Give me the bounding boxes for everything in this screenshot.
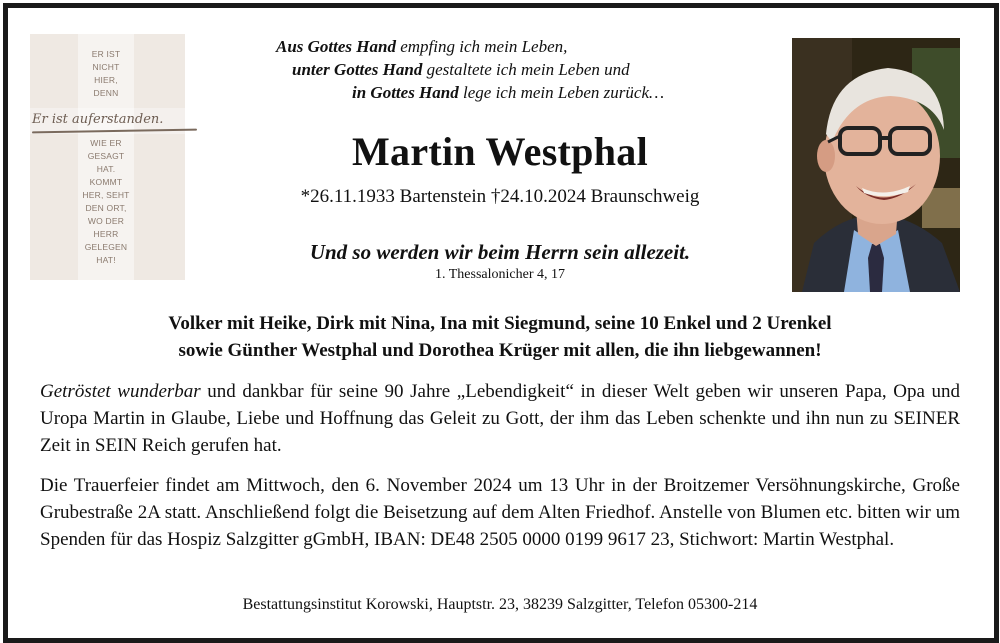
tribute-italic-start: Getröstet wunderbar <box>40 381 201 402</box>
family-names <box>40 310 960 364</box>
cross-word: HIER, <box>94 75 118 85</box>
family-line: sowie Günther Westphal und Dorothea Krüger mit allen, die ihn liebgewannen! <box>178 340 822 361</box>
motto-bold: in Gottes Hand <box>352 83 459 102</box>
motto-bold: unter Gottes Hand <box>292 60 423 79</box>
cross-words-top <box>82 48 130 100</box>
deceased-name: Martin Westphal <box>351 129 648 174</box>
cross-word: WIE ER <box>90 138 122 148</box>
cross-graphic <box>30 34 185 280</box>
cross-script-text: Er ist auferstanden. <box>32 112 164 127</box>
bible-verse: Und so werden wir beim Herrn sein allezeit. <box>309 240 691 264</box>
life-dates: *26.11.1933 Bartenstein †24.10.2024 Braunschweig <box>300 186 700 207</box>
cross-word: GELEGEN <box>84 242 128 252</box>
motto-line-2 <box>292 59 630 81</box>
family-line: Volker mit Heike, Dirk mit Nina, Ina mit Siegmund, seine 10 Enkel und 2 Urenkel <box>168 313 832 334</box>
tribute-text: und dankbar für seine 90 Jahre „Lebendigkeit“ in dieser Welt geben wir unseren Papa, Opa und Uropa Martin in Glaube, Liebe und Hoffnung das Geleit zu Gott, der ihm das Leben schenkte und ihn nun zu SEINER Zeit in SEIN Reich gerufen hat. <box>40 381 961 456</box>
motto-text: empfing ich mein Leben, <box>395 37 568 56</box>
cross-word: DENN <box>93 88 119 98</box>
cross-word: HAT! <box>96 255 116 265</box>
cross-word: GESAGT <box>87 151 125 161</box>
cross-word: KOMMT <box>89 177 123 187</box>
funeral-home-footer: Bestattungsinstitut Korowski, Hauptstr. 23, 38239 Salzgitter, Telefon 05300-214 <box>242 596 758 613</box>
funeral-details-paragraph: Die Trauerfeier findet am Mittwoch, den 6. November 2024 um 13 Uhr in der Broitzemer Versöhnungskirche, Große Grubestraße 2A statt. Anschließend folgt die Beisetzung auf dem Alten Friedhof. Anstelle von Blumen etc. bitten wir um Spenden für das Hospiz Salzgitter gGmbH, IBAN: DE48 2505 0000 0199 9617 23, Stichwort: Martin Westphal. <box>40 475 960 550</box>
cross-words-bottom <box>82 137 130 267</box>
tribute-paragraph <box>40 378 960 459</box>
bible-verse-reference: 1. Thessalonicher 4, 17 <box>435 267 565 282</box>
cross-word: NICHT <box>92 62 120 72</box>
cross-word: HERR <box>93 229 119 239</box>
motto-line-3 <box>352 82 664 104</box>
cross-word: HER, SEHT <box>82 190 130 200</box>
motto-bold: Aus Gottes Hand <box>276 37 396 56</box>
motto-line-1 <box>276 36 567 58</box>
portrait-photo <box>792 38 960 292</box>
motto-text: lege ich mein Leben zurück… <box>458 83 665 102</box>
motto-text: gestaltete ich mein Leben und <box>422 60 630 79</box>
cross-word: HAT. <box>96 164 116 174</box>
cross-word: ER IST <box>91 49 121 59</box>
portrait-illustration <box>792 38 960 292</box>
cross-word: DEN ORT, <box>85 203 127 213</box>
cross-word: WO DER <box>87 216 125 226</box>
